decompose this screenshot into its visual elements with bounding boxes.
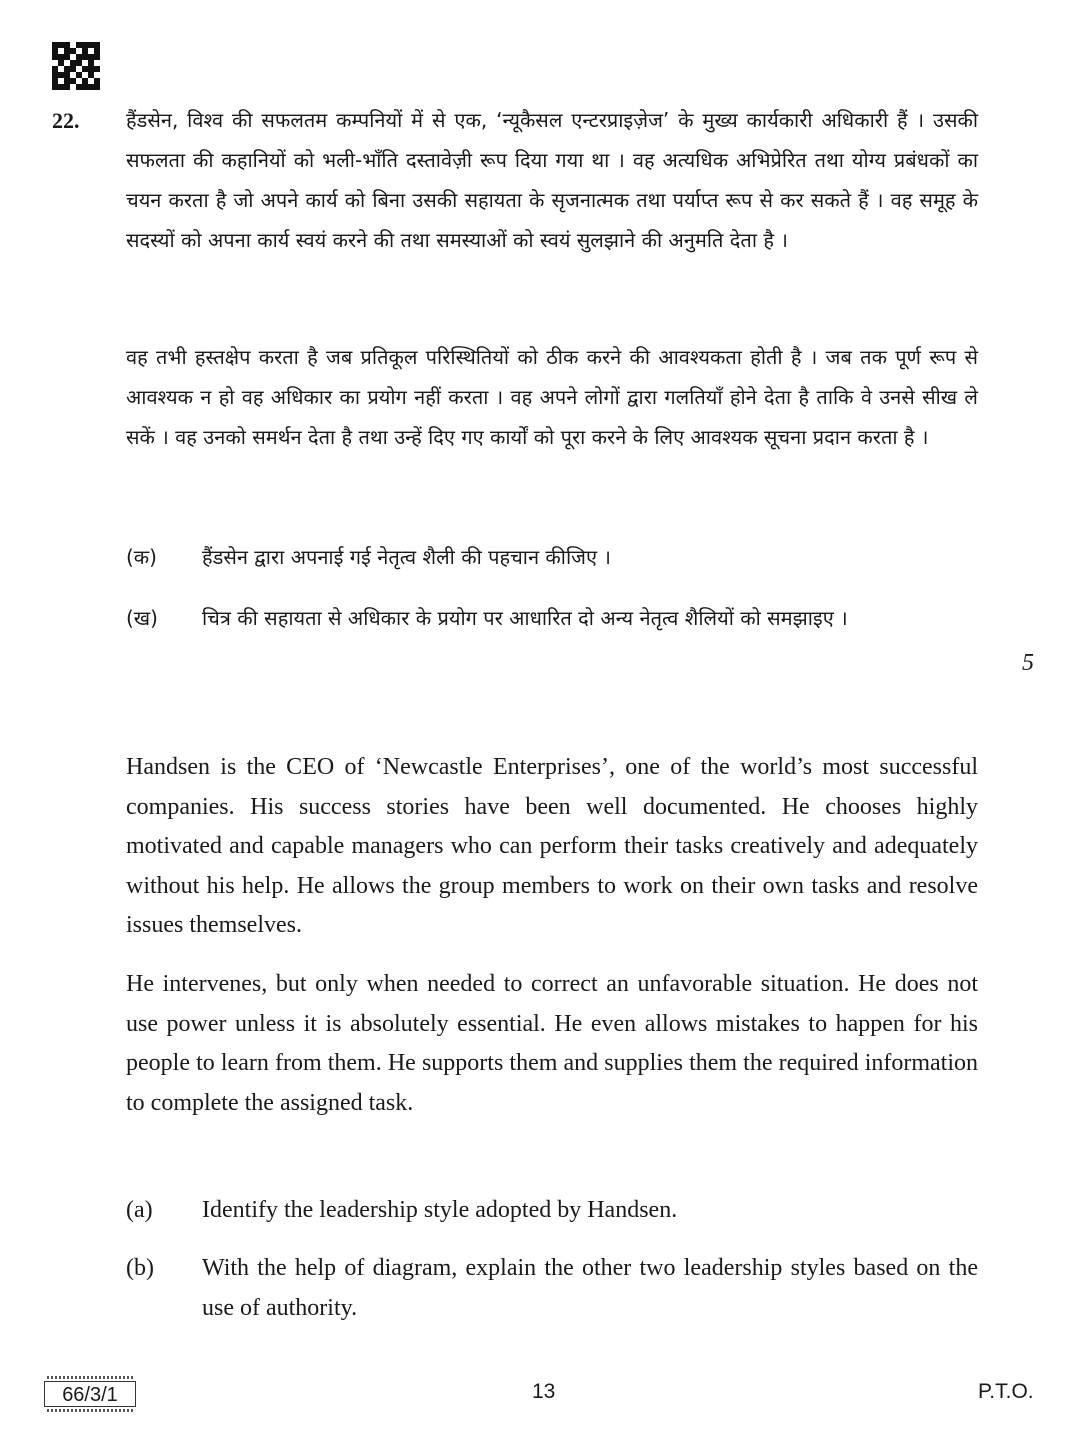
hindi-paragraph-1: हैंडसेन, विश्व की सफलतम कम्पनियों में से एक, ‘न्यूकैसल एन्टरप्राइज़ेज’ के मुख्य कार्यकारी अधिकारी हैं । उसकी सफलता की कहानियों को भली-भाँति दस्तावेज़ी रूप दिया गया था । वह अत्यधिक अभिप्रेरित तथा योग्य प्रबंधकों का चयन करता है जो अपने कार्य को बिना उसकी सहायता के सृजनात्मक तथा पर्याप्त रूप से कर सकते हैं । वह समूह के सदस्यों को अपना कार्य स्वयं करने की तथा समस्याओं को स्वयं सुलझाने की अनुमति देता है । bbox=[126, 108, 978, 252]
sub-question-text: Identify the leadership style adopted by Handsen. bbox=[202, 1197, 678, 1223]
english-paragraph-2: He intervenes, but only when needed to correct an unfavorable situation. He does not use power unless it is absolutely essential. He even allows mistakes to happen for his people to learn from them. He supports them and supplies them the required information to complete the assigned task. bbox=[126, 971, 978, 1116]
hindi-sub-question-kha bbox=[126, 598, 978, 638]
hindi-paragraph-2: वह तभी हस्तक्षेप करता है जब प्रतिकूल परिस्थितियों को ठीक करने की आवश्यकता होती है । जब तक पूर्ण रूप से आवश्यक न हो वह अधिकार का प्रयोग नहीं करता । वह अपने लोगों द्वारा गलतियाँ होने देता है ताकि वे उनसे सीख ले सकें । वह उनको समर्थन देता है तथा उन्हें दिए गए कार्यों को पूरा करने के लिए आवश्यक सूचना प्रदान करता है । bbox=[126, 345, 978, 449]
please-turn-over: P.T.O. bbox=[978, 1380, 1034, 1403]
question-number: 22. bbox=[52, 108, 80, 133]
qr-code bbox=[52, 42, 100, 90]
sub-question-label: (b) bbox=[126, 1255, 154, 1281]
hindi-sub-question-ka bbox=[126, 537, 978, 577]
sub-question-label: (a) bbox=[126, 1197, 153, 1223]
sub-question-text: चित्र की सहायता से अधिकार के प्रयोग पर आधारित दो अन्य नेतृत्व शैलियों को समझाइए । bbox=[202, 606, 848, 630]
english-sub-question-b bbox=[126, 1249, 978, 1328]
english-sub-question-a bbox=[126, 1191, 978, 1231]
english-paragraph-1: Handsen is the CEO of ‘Newcastle Enterprises’, one of the world’s most successful companies. His success stories have been well documented. He chooses highly motivated and capable managers who can perform their tasks creatively and adequately without his help. He allows the group members to work on their own tasks and resolve issues themselves. bbox=[126, 754, 978, 938]
sub-question-text: With the help of diagram, explain the other two leadership styles based on the use of authority. bbox=[202, 1255, 978, 1321]
sub-question-label: (क) bbox=[126, 545, 157, 569]
page-number: 13 bbox=[532, 1380, 556, 1403]
paper-code: 66/3/1 bbox=[44, 1381, 136, 1407]
sub-question-text: हैंडसेन द्वारा अपनाई गई नेतृत्व शैली की पहचान कीजिए । bbox=[202, 545, 611, 569]
sub-question-label: (ख) bbox=[126, 606, 158, 630]
marks: 5 bbox=[1022, 650, 1034, 676]
